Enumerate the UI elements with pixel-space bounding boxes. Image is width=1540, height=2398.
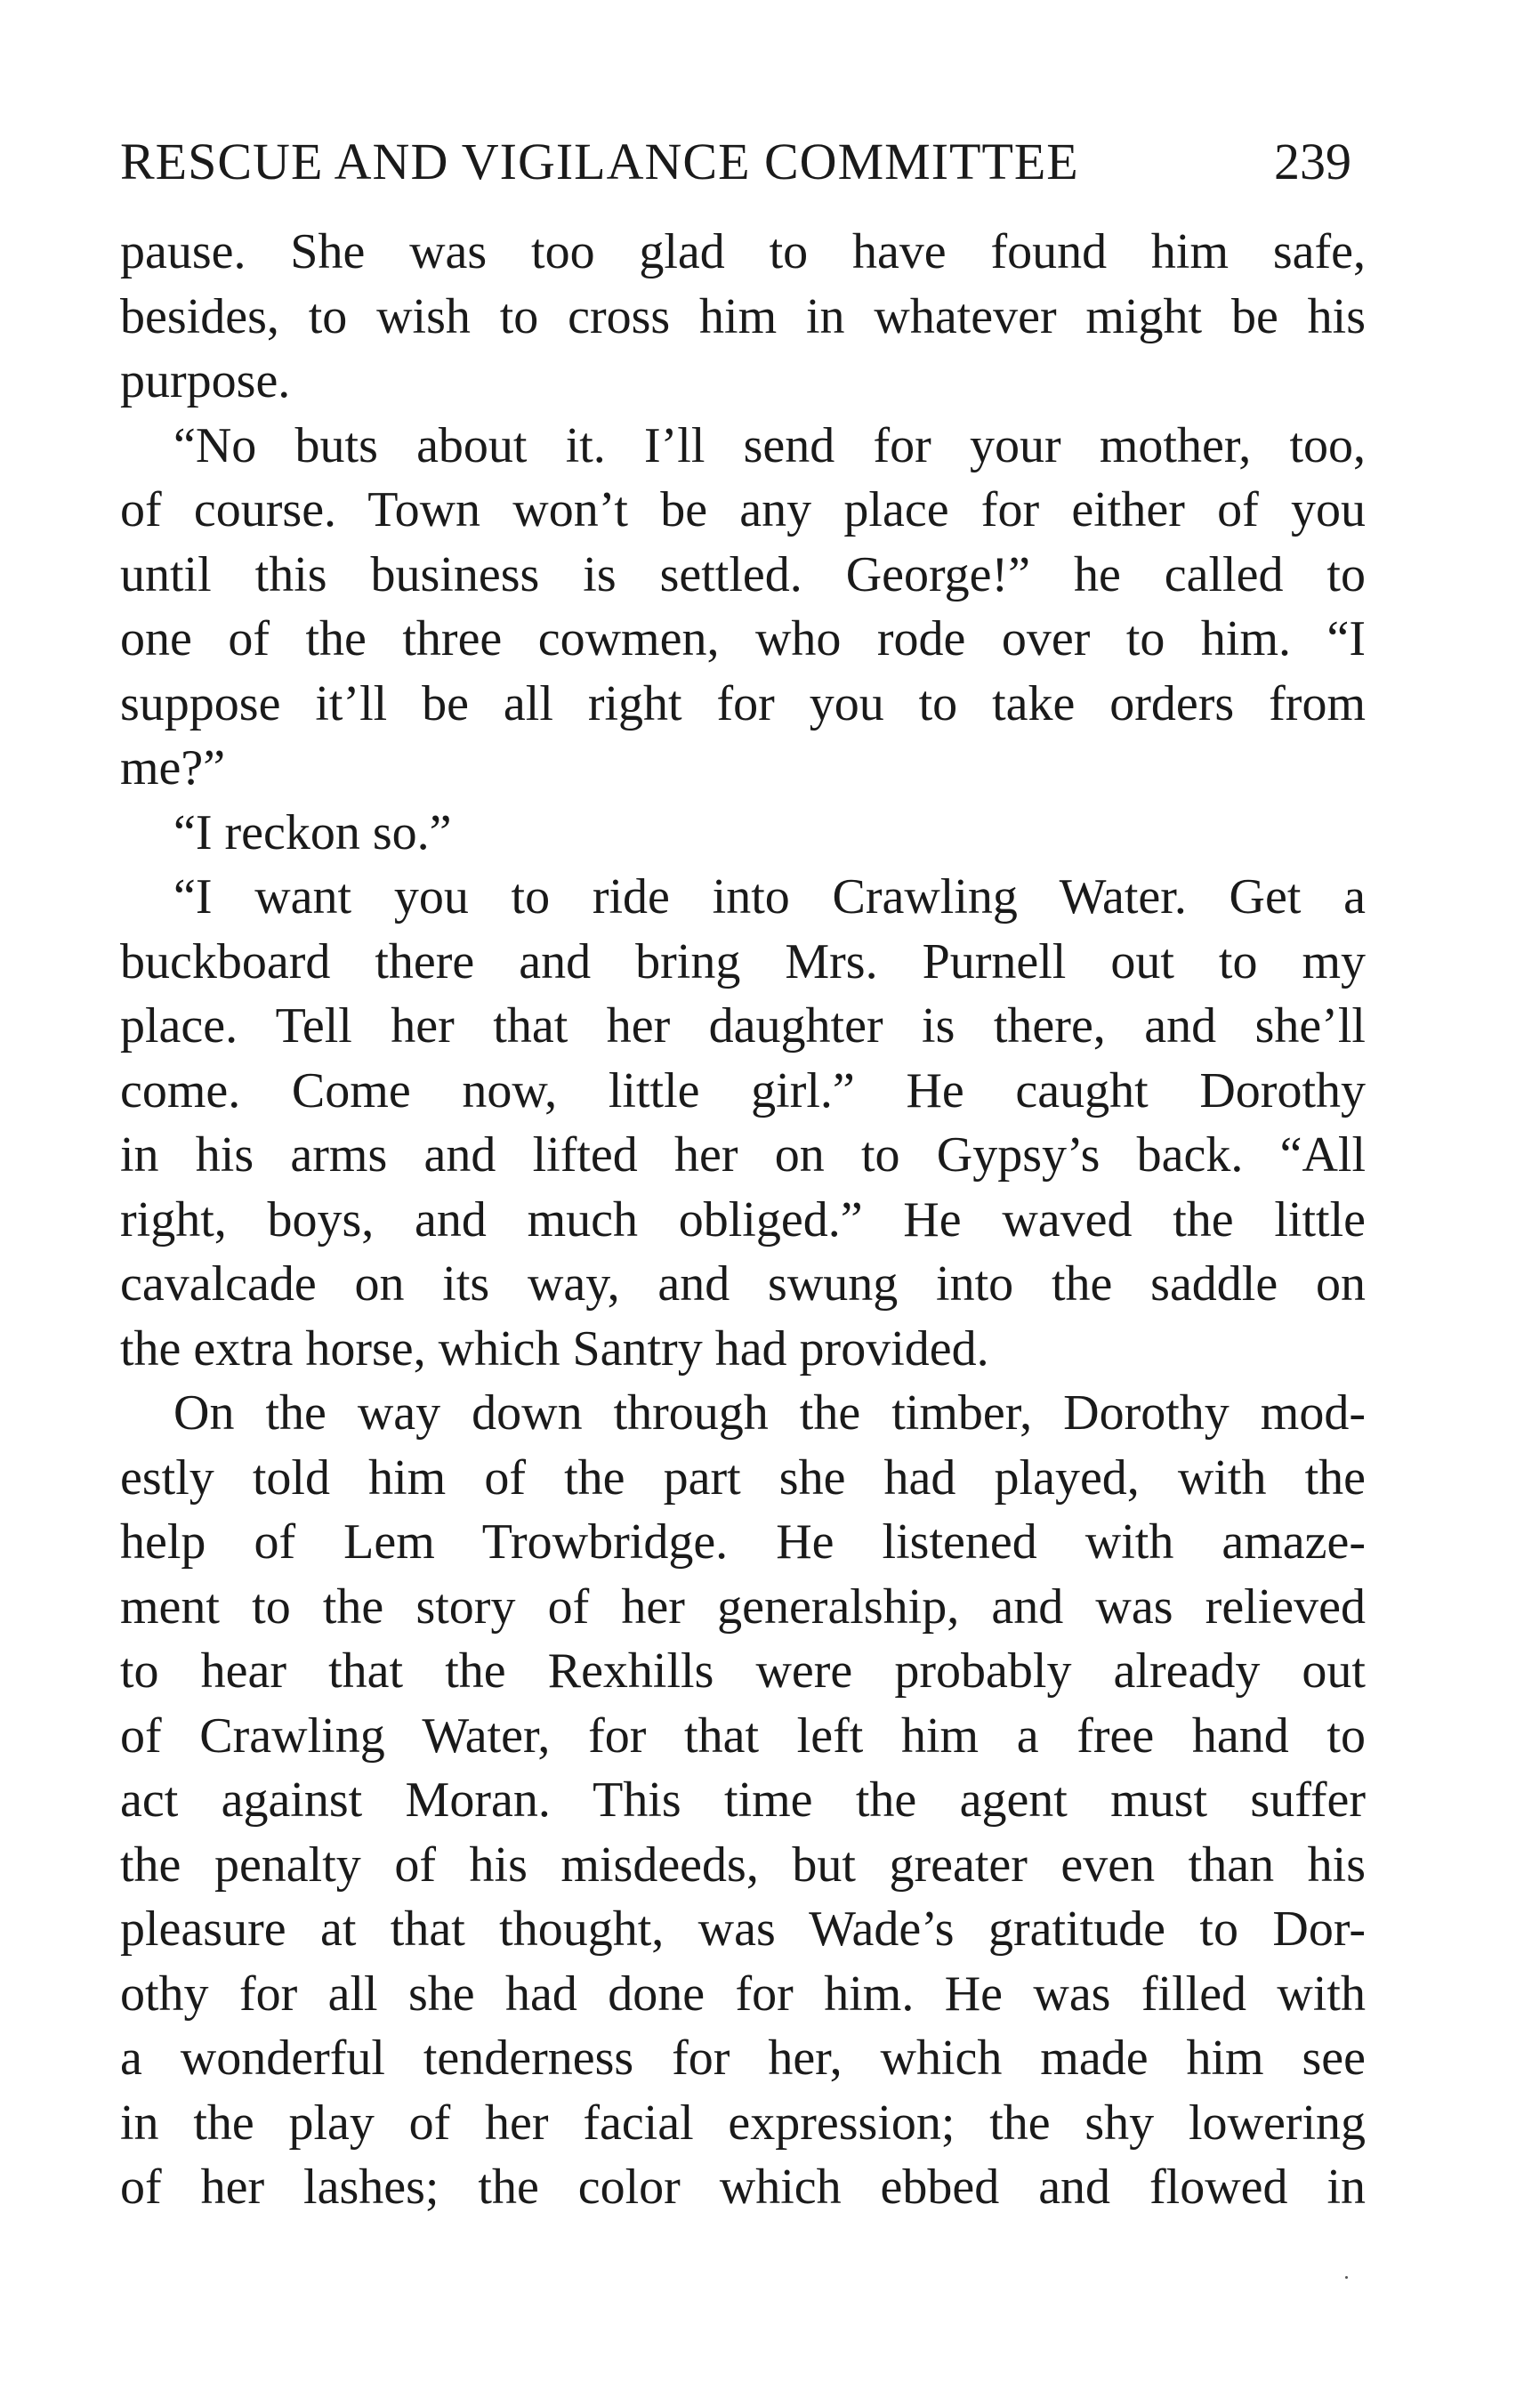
- running-title: RESCUE AND VIGILANCE COMMITTEE: [120, 133, 1079, 190]
- text-line: cavalcade on its way, and swung into the saddle on: [120, 1256, 1366, 1312]
- text-line: “No buts about it. I’ll send for your mother, too,: [173, 417, 1366, 473]
- page-number: 239: [1274, 133, 1351, 190]
- text-line: come. Come now, little girl.” He caught Dorothy: [120, 1062, 1366, 1118]
- text-line: othy for all she had done for him. He was filled with: [120, 1966, 1366, 2022]
- text-line: to hear that the Rexhills were probably already out: [120, 1643, 1366, 1699]
- text-line: in his arms and lifted her on to Gypsy’s back. “All: [120, 1127, 1366, 1183]
- text-line: pleasure at that thought, was Wade’s gratitude to Dor-: [120, 1901, 1366, 1957]
- paper-speck: [1345, 2276, 1348, 2279]
- text-line: right, boys, and much obliged.” He waved the little: [120, 1191, 1366, 1247]
- text-line: me?”: [120, 740, 226, 795]
- text-line: estly told him of the part she had played, with the: [120, 1449, 1366, 1506]
- text-line: suppose it’ll be all right for you to take orders from: [120, 675, 1366, 731]
- running-head: [120, 126, 1366, 198]
- text-line: one of the three cowmen, who rode over to him. “I: [120, 611, 1366, 666]
- text-line: of her lashes; the color which ebbed and flowed in: [120, 2160, 1366, 2215]
- body-text: [120, 220, 1366, 2220]
- text-line: besides, to wish to cross him in whatever might be his: [120, 288, 1366, 344]
- text-line: of course. Town won’t be any place for either of you: [120, 482, 1366, 537]
- text-line: place. Tell her that her daughter is there, and she’ll: [120, 998, 1366, 1054]
- text-line: ment to the story of her generalship, and was relieved: [120, 1578, 1366, 1635]
- text-line: act against Moran. This time the agent must suffer: [120, 1772, 1366, 1828]
- text-line: until this business is settled. George!” he called to: [120, 546, 1366, 602]
- text-line: pause. She was too glad to have found him safe,: [120, 224, 1366, 279]
- text-line: of Crawling Water, for that left him a free hand to: [120, 1708, 1366, 1764]
- text-line: the penalty of his misdeeds, but greater even than his: [120, 1837, 1366, 1893]
- text-line: buckboard there and bring Mrs. Purnell out to my: [120, 933, 1366, 989]
- text-line: help of Lem Trowbridge. He listened with amaze-: [120, 1514, 1366, 1570]
- text-line: in the play of her facial expression; the shy lowering: [120, 2095, 1366, 2151]
- text-line: a wonderful tenderness for her, which made him see: [120, 2031, 1366, 2086]
- text-line: “I want you to ride into Crawling Water. Get a: [173, 869, 1366, 924]
- text-line: “I reckon so.”: [173, 804, 452, 860]
- text-line: On the way down through the timber, Dorothy mod-: [173, 1385, 1366, 1441]
- text-line: purpose.: [120, 353, 291, 408]
- text-line: the extra horse, which Santry had provided.: [120, 1320, 989, 1377]
